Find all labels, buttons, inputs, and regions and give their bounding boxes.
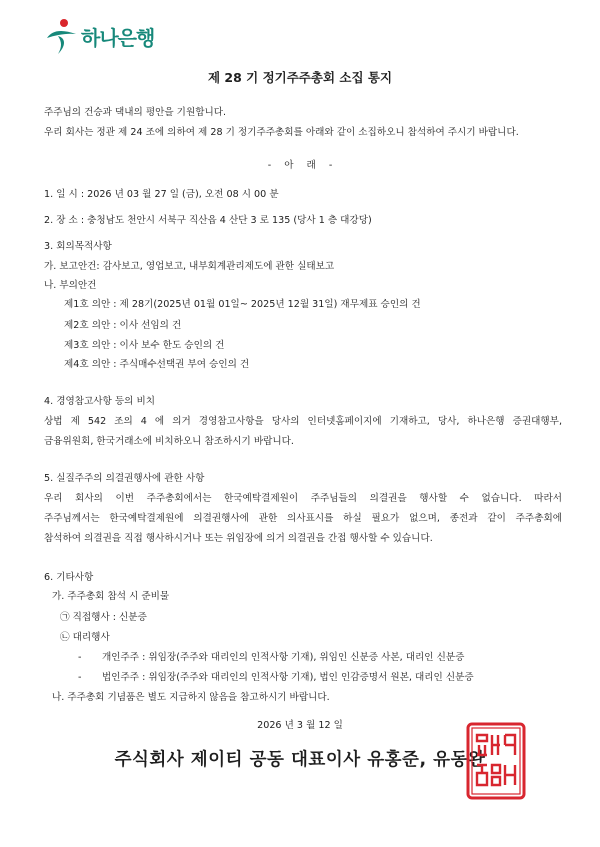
item-3-heading: 3. 회의목적사항 (44, 241, 112, 252)
item-2-place: 2. 장 소 : 충청남도 천안시 서북구 직산읍 4 산단 3 로 135 (당사 1 층 대강당) (44, 215, 372, 226)
item-5-line-1: 우리 회사의 이번 주주총회에서는 한국예탁결제원이 주주님들의 의결권을 행사할 수 없습니다. 따라서 (44, 493, 562, 504)
item-6-individual: 개인주주 : 위임장(주주와 대리인의 인적사항 기재), 위임인 신분증 사본, 대리인 신분증 (102, 652, 465, 663)
arae-heading: - 아 래 - (267, 160, 333, 171)
item-6-direct: ㉠ 직접행사 : 신분증 (60, 612, 147, 623)
company-signature: 주식회사 제이티 공동 대표이사 유홍준, 유동완 (114, 750, 486, 770)
item-6-proxy: ㉡ 대리행사 (60, 632, 110, 643)
item-3-resolution-heading: 나. 부의안건 (44, 280, 97, 291)
agenda-item: 제4호 의안 : 주식매수선택권 부여 승인의 건 (64, 359, 250, 370)
item-5-line-3: 참석하여 의결권을 직접 행사하시거나 또는 위임장에 의거 의결권을 간접 행사할 수 있습니다. (44, 533, 433, 544)
intro-line-1: 주주님의 건승과 댁내의 평안을 기원합니다. (44, 107, 227, 118)
item-6-heading: 6. 기타사항 (44, 572, 94, 583)
agenda-item: 제1호 의안 : 제 28기(2025년 01월 01일~ 2025년 12월 31일) 재무제표 승인의 건 (64, 299, 421, 310)
intro-line-2: 우리 회사는 정관 제 24 조에 의하여 제 28 기 정기주주총회를 아래와 같이 소집하오니 참석하여 주시기 바랍니다. (44, 127, 519, 138)
item-3-report-agenda: 가. 보고안건: 감사보고, 영업보고, 내부회계관리제도에 관한 실태보고 (44, 261, 335, 272)
hana-bank-logo-icon (44, 16, 80, 56)
item-5-heading: 5. 실질주주의 의결권행사에 관한 사항 (44, 473, 205, 484)
item-1-datetime: 1. 일 시 : 2026 년 03 월 27 일 (금), 오전 08 시 00 분 (44, 189, 279, 200)
item-6-gift-note: 나. 주주총회 기념품은 별도 지급하지 않음을 참고하시기 바랍니다. (52, 692, 330, 703)
company-seal (465, 721, 527, 801)
company-seal-stamp (465, 721, 527, 801)
item-6-preparations: 가. 주주총회 참석 시 준비물 (52, 591, 170, 602)
individual-dash: - (78, 652, 82, 663)
item-4-heading: 4. 경영참고사항 등의 비치 (44, 396, 155, 407)
document-title: 제 28 기 정기주주총회 소집 통지 (207, 70, 393, 85)
agenda-item: 제2호 의안 : 이사 선임의 건 (64, 320, 182, 331)
corporate-dash: - (78, 672, 82, 683)
item-4-line-1: 상법 제 542 조의 4 에 의거 경영참고사항을 당사의 인터넷홈페이지에 기재하고, 당사, 하나은행 증권대행부, (44, 416, 562, 427)
hana-bank-logo (44, 16, 184, 56)
notice-date: 2026 년 3 월 12 일 (257, 720, 343, 731)
item-5-line-2: 주주님께서는 한국예탁결제원에 의결권행사에 관한 의사표시를 하실 필요가 없으며, 종전과 같이 주주총회에 (44, 513, 562, 524)
logo-text: 하나은행 (81, 26, 155, 50)
item-6-corporate: 법인주주 : 위임장(주주와 대리인의 인적사항 기재), 법인 인감증명서 원본, 대리인 신분증 (102, 672, 474, 683)
item-4-line-2: 금융위원회, 한국거래소에 비치하오니 참조하시기 바랍니다. (44, 436, 294, 447)
agenda-item: 제3호 의안 : 이사 보수 한도 승인의 건 (64, 340, 225, 351)
